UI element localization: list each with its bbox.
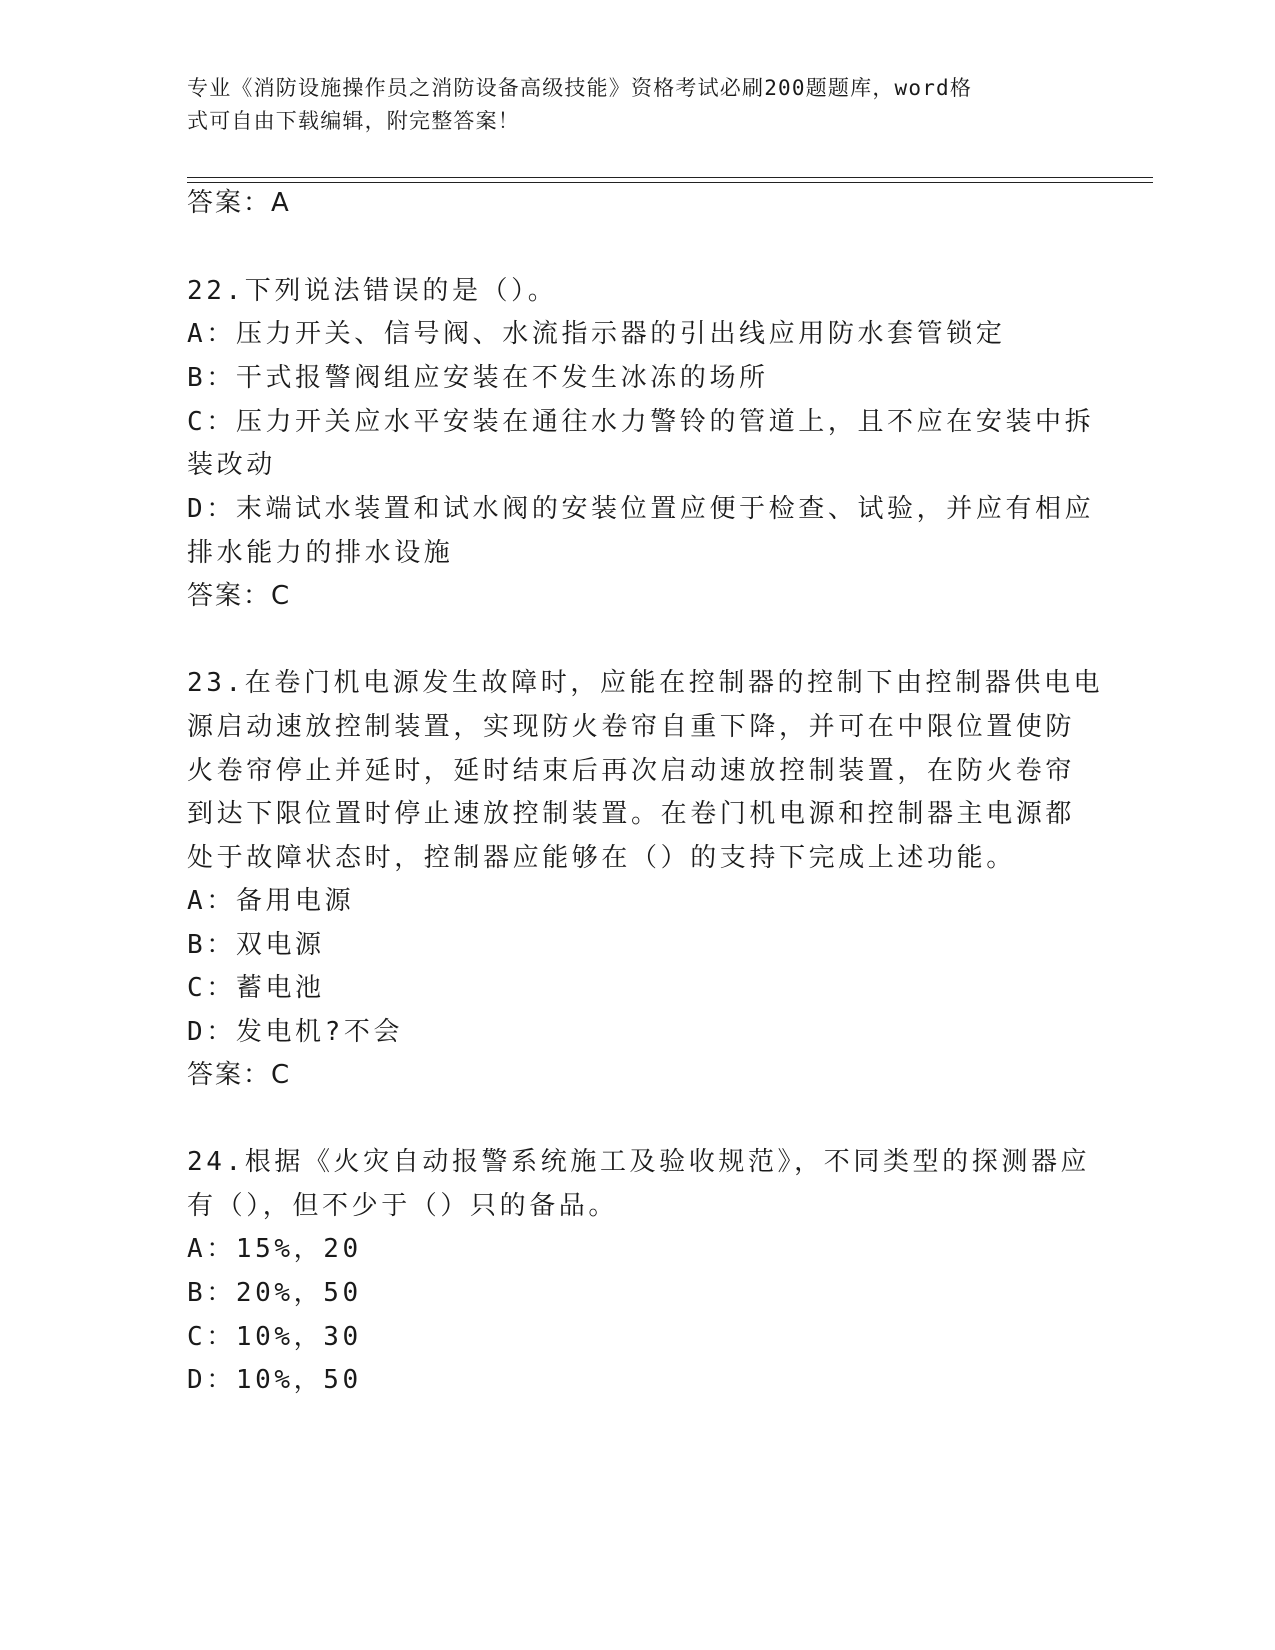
q24-option-c: C：10%，30 bbox=[187, 1322, 362, 1352]
q22-option-b: B：干式报警阀组应安装在不发生冰冻的场所 bbox=[187, 363, 769, 393]
q23-stem-line: 火卷帘停止并延时，延时结束后再次启动速放控制装置，在防火卷帘 bbox=[187, 756, 1076, 786]
answer-prev: 答案：A bbox=[187, 188, 291, 218]
q23-stem-line: 23.在卷门机电源发生故障时，应能在控制器的控制下由控制器供电电 bbox=[187, 668, 1104, 698]
q24-option-b: B：20%，50 bbox=[187, 1278, 362, 1308]
q24-stem-line: 24.根据《火灾自动报警系统施工及验收规范》，不同类型的探测器应 bbox=[187, 1147, 1091, 1177]
q24-option-a: A：15%，20 bbox=[187, 1234, 362, 1264]
q23-option-c: C：蓄电池 bbox=[187, 973, 325, 1003]
q23-option-b: B：双电源 bbox=[187, 930, 325, 960]
document-header bbox=[187, 72, 1077, 138]
header-rule-bottom bbox=[187, 182, 1153, 183]
q23-answer: 答案：C bbox=[187, 1060, 292, 1090]
header-line-1: 专业《消防设施操作员之消防设备高级技能》资格考试必刷200题题库，word格 bbox=[187, 76, 973, 100]
q23-option-d: D：发电机?不会 bbox=[187, 1017, 404, 1047]
q23-stem-line: 到达下限位置时停止速放控制装置。在卷门机电源和控制器主电源都 bbox=[187, 799, 1076, 829]
q22-option-d: D：末端试水装置和试水阀的安装位置应便于检查、试验，并应有相应 bbox=[187, 494, 1095, 524]
q22-answer: 答案：C bbox=[187, 581, 292, 611]
q22-stem-line: 22.下列说法错误的是（）。 bbox=[187, 276, 558, 306]
q22-option-d-cont: 排水能力的排水设施 bbox=[187, 538, 454, 568]
q23-stem-line: 源启动速放控制装置，实现防火卷帘自重下降，并可在中限位置使防 bbox=[187, 712, 1076, 742]
q23-option-a: A：备用电源 bbox=[187, 886, 355, 916]
header-rule-top bbox=[187, 177, 1153, 178]
q22-option-c-cont: 装改动 bbox=[187, 450, 276, 480]
header-line-2: 式可自由下载编辑，附完整答案！ bbox=[187, 109, 520, 133]
q23-stem-line: 处于故障状态时，控制器应能够在（）的支持下完成上述功能。 bbox=[187, 843, 1016, 873]
q22-option-c: C：压力开关应水平安装在通往水力警铃的管道上，且不应在安装中拆 bbox=[187, 407, 1095, 437]
q24-stem-line: 有（），但不少于（）只的备品。 bbox=[187, 1191, 619, 1221]
q22-option-a: A：压力开关、信号阀、水流指示器的引出线应用防水套管锁定 bbox=[187, 319, 1006, 349]
q24-option-d: D：10%，50 bbox=[187, 1365, 362, 1395]
